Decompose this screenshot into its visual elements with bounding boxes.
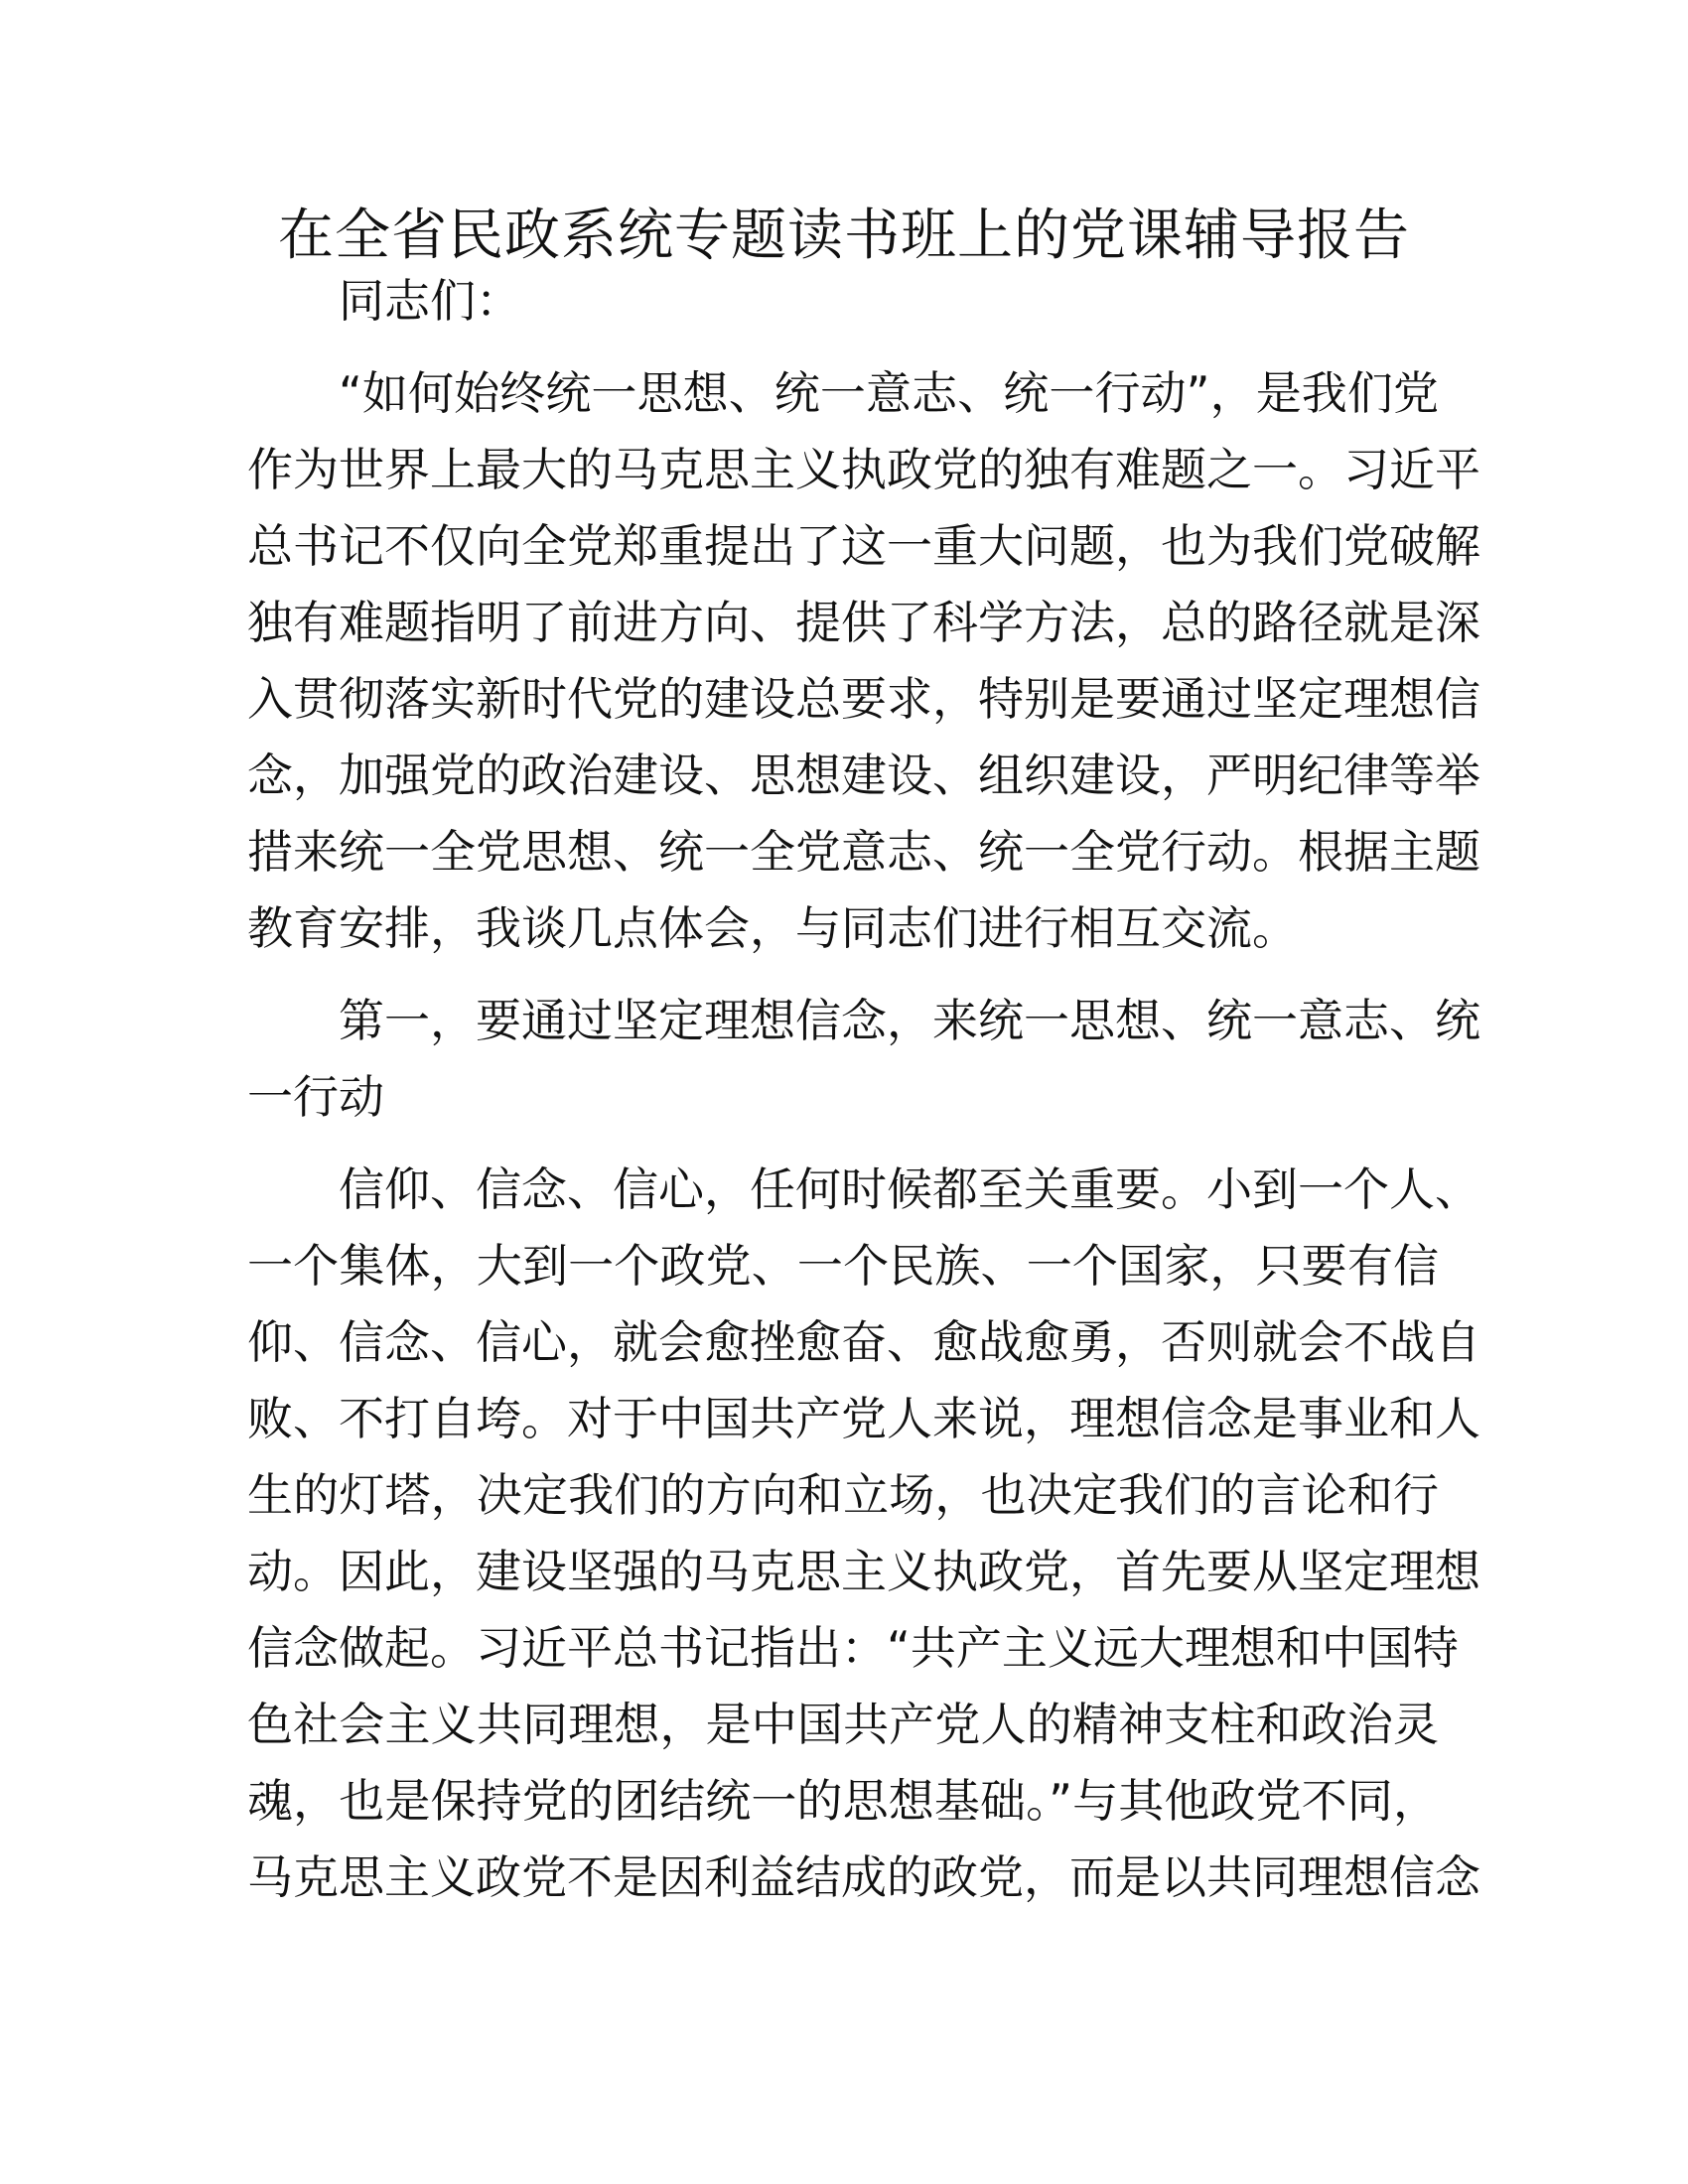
paragraph-line: 仰、信念、信心，就会愈挫愈奋、愈战愈勇，否则就会不战自: [247, 1315, 1480, 1369]
paragraph-line: 色社会主义共同理想，是中国共产党人的精神支柱和政治灵: [247, 1698, 1439, 1751]
paragraph-line: 总书记不仅向全党郑重提出了这一重大问题，也为我们党破解: [247, 519, 1480, 573]
paragraph-line: 作为世界上最大的马克思主义执政党的独有难题之一。习近平: [247, 443, 1480, 496]
paragraph-line: 措来统一全党思想、统一全党意志、统一全党行动。根据主题: [247, 825, 1480, 879]
section-heading-first: [247, 983, 1480, 1136]
salutation-line: 同志们：: [339, 274, 521, 328]
paragraph-line: 动。因此，建设坚强的马克思主义执政党，首先要从坚定理想: [247, 1545, 1480, 1598]
paragraph-line: 念，加强党的政治建设、思想建设、组织建设，严明纪律等举: [247, 749, 1480, 802]
paragraph-intro: [247, 355, 1480, 967]
paragraph-line: 教育安排，我谈几点体会，与同志们进行相互交流。: [247, 901, 1298, 955]
heading-line: 一行动: [247, 1070, 384, 1124]
paragraph-line: “如何始终统一思想、统一意志、统一行动”，是我们党: [339, 366, 1439, 420]
paragraph-ideals: [247, 1152, 1480, 1916]
document-body: [247, 263, 1480, 1932]
document-title: 在全省民政系统专题读书班上的党课辅导报告: [278, 204, 1410, 268]
paragraph-line: 生的灯塔，决定我们的方向和立场，也决定我们的言论和行: [247, 1468, 1439, 1522]
paragraph-line: 独有难题指明了前进方向、提供了科学方法，总的路径就是深: [247, 596, 1480, 649]
paragraph-line: 信念做起。习近平总书记指出：“共产主义远大理想和中国特: [247, 1621, 1459, 1675]
paragraph-line: 入贯彻落实新时代党的建设总要求，特别是要通过坚定理想信: [247, 672, 1480, 726]
paragraph-line: 信仰、信念、信心，任何时候都至关重要。小到一个人、: [339, 1162, 1480, 1216]
heading-line: 第一，要通过坚定理想信念，来统一思想、统一意志、统: [339, 994, 1480, 1047]
salutation: [247, 263, 1439, 340]
paragraph-line: 魂，也是保持党的团结统一的思想基础。”与其他政党不同，: [247, 1774, 1439, 1828]
paragraph-line: 败、不打自垮。对于中国共产党人来说，理想信念是事业和人: [247, 1392, 1480, 1445]
paragraph-line: 马克思主义政党不是因利益结成的政党，而是以共同理想信念: [247, 1850, 1480, 1904]
paragraph-line: 一个集体，大到一个政党、一个民族、一个国家，只要有信: [247, 1239, 1439, 1293]
